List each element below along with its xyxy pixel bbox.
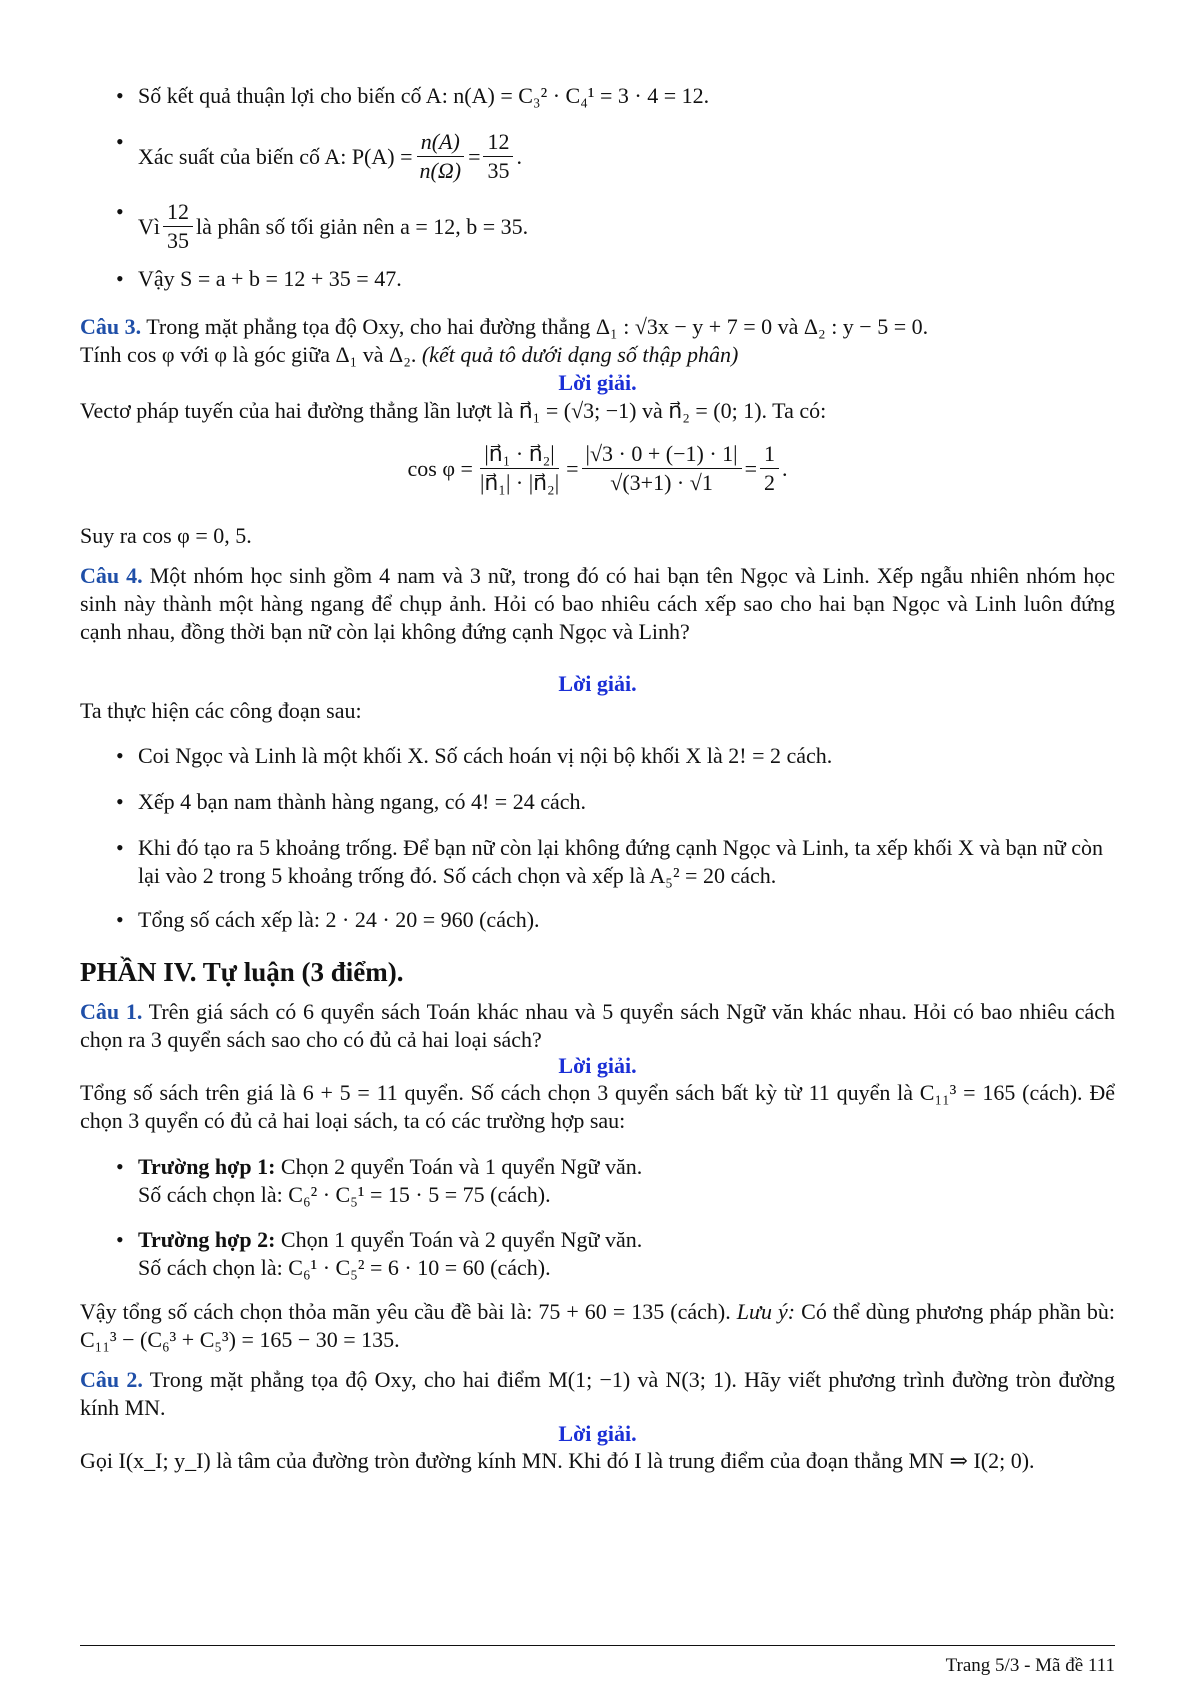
- fraction: $\frac{|√3 \cdot 0 + (-1) \cdot 1|}{√(3+1) \cdot √1}$: [582, 440, 742, 497]
- prob-prefix: • Xác suất của biến cố A: P(A) =: [138, 143, 413, 169]
- probability-bullets: [80, 82, 1115, 110]
- fraction: $\frac{12}{35}$: [483, 128, 513, 185]
- solution-heading: Lời giải.: [558, 1421, 637, 1446]
- fraction: $\frac{12}{35}$: [163, 198, 193, 255]
- solution-heading: Lời giải.: [558, 671, 637, 696]
- fraction: $\frac{n(A)}{n(\Omega)}$: [416, 128, 466, 185]
- question-label: Câu 1.: [80, 999, 143, 1024]
- question-3: Câu 3. Trong mặt phẳng tọa độ Oxy, cho hai đường thẳng Δ₁ : √3x − y + 7 = 0 và Δ₂ : y − 5 = 0. Tính cos φ với φ là góc giữa Δ₁ và Δ₂. (kết quả tô dưới dạng số thập phân) Lời giải. Vectơ pháp tuyến của hai đường thẳng lần lượt là n⃗₁ = (√3; −1) và n⃗₂ = (0; 1). Ta có:: [80, 313, 1115, 425]
- list-item: • Vì $\frac{12}{35}$ là phân số tối giản nên a = 12, b = 35.: [80, 198, 1115, 255]
- solution-heading: Lời giải.: [558, 1053, 637, 1078]
- document-page: • Số kết quả thuận lợi cho biến cố A: n(A) = C₃² · C₄¹ = 3 · 4 = 12. • Xác suất của biến cố A: P(A) = $\frac{n(A)}{n(\Omega)}$ = $\frac{12}{35}$ . • Vì $\frac{12}{35}$ là phân số tối giản nên a = 12, b = 35. • Vậy S = a + b = 12 + 35 = 47. Câu 3. Trong mặt phẳng tọa độ Oxy, cho hai đường thẳng Δ₁ : √3x − y + 7 = 0 và Δ₂ : y − 5 = 0. Tính cos φ với φ là góc giữa Δ₁ và Δ₂. (kết quả tô dưới dạng số thập phân) Lời giải. Vectơ pháp tuyến của hai đường thẳng lần lượt là n⃗₁ = (√3; −1) và n⃗₂ = (0; 1). Ta có: cos φ = $\frac{\text{|n⃗₁ · n⃗₂|}}{\text{|n⃗₁| · |n⃗₂|}}$ = $\frac{|√3 \cdot 0 + (-1) \cdot 1|}{√(3+1) \cdot √1}$ = $\frac{1}{2}$ . Suy ra cos φ = 0, 5. Câu 4. Một nhóm học sinh gồm 4 nam và 3 nữ, trong đó có hai bạn tên Ngọc và Linh. Xếp ngẫu nhiên nhóm học sinh này thành một hàng ngang để chụp ảnh. Hỏi có bao nhiêu cách xếp sao cho hai bạn Ngọc và Linh luôn đứng cạnh nhau, đồng thời bạn nữ còn lại không đứng cạnh Ngọc và Linh? Lời giải. Ta thực hiện các công đoạn sau: • Coi Ngọc và Linh là một khối X. Số cách hoán vị nội bộ khối X là 2! = 2 cách. • Xếp 4 bạn nam thành hàng ngang, có 4! = 24 cách. • Khi đó tạo ra 5 khoảng trống. Để bạn nữ còn lại không đứng cạnh Ngọc và Linh, ta xếp khối X và bạn nữ còn lại vào 2 trong 5 khoảng trống đó. Số cách chọn và xếp là A₅² = 20 cách. • Tổng số cách xếp là: 2 · 24 · 20 = 960 (cách). PHẦN IV. Tự luận (3 điểm). Câu 1. Trên giá sách có 6 quyển sách Toán khác nhau và 5 quyển sách Ngữ văn khác nhau. Hỏi có bao nhiêu cách chọn ra 3 quyển sách sao cho có đủ cả hai loại sách? Lời giải. Tổng số sách trên giá là 6 + 5 = 11 quyển. Số cách chọn 3 quyển sách bất kỳ từ 11 quyển là C₁₁³ = 165 (cách). Để chọn 3 quyển có đủ cả hai loại sách, ta có các trường hợp sau: • Trường hợp 1: Chọn 2 quyển Toán và 1 quyển Ngữ văn. Số cách chọn là: C₆² · C₅¹ = 15 · 5 = 75 (cách). • Trường hợp 2: Chọn 1 quyển Toán và 2 quyển Ngữ văn. Số cách chọn là: C₆¹ · C₅² = 6 · 10 = 60 (cách). Vậy tổng số cách chọn thỏa mãn yêu cầu đề bài là: 75 + 60 = 135 (cách). Lưu ý: Có thể dùng phương pháp phần bù: C₁₁³ − (C₆³ + C₅³) = 165 − 30 = 135. Câu 2. Trong mặt phẳng tọa độ Oxy, cho hai điểm M(1; −1) và N(3; 1). Hãy viết phương trình đường tròn đường kính MN. Lời giải. Gọi I(x_I; y_I) là tâm của đường tròn đường kính MN. Khi đó I là trung điểm của đoạn thẳng MN ⇒ I(2; 0). Trang 5/3 - Mã đề 111: [0, 0, 1190, 1683]
- part4-question-2: Câu 2. Trong mặt phẳng tọa độ Oxy, cho hai điểm M(1; −1) và N(3; 1). Hãy viết phương trình đường tròn đường kính MN.: [80, 1367, 1116, 1420]
- question-label: Câu 2.: [80, 1367, 143, 1392]
- list-item: • Tổng số cách xếp là: 2 · 24 · 20 = 960 (cách).: [80, 906, 1115, 934]
- question-4: Câu 4. Một nhóm học sinh gồm 4 nam và 3 nữ, trong đó có hai bạn tên Ngọc và Linh. Xếp ngẫu nhiên nhóm học sinh này thành một hàng ngang để chụp ảnh. Hỏi có bao nhiêu cách xếp sao cho hai bạn Ngọc và Linh luôn đứng cạnh nhau, đồng thời bạn nữ còn lại không đứng cạnh Ngọc và Linh?: [80, 563, 1116, 644]
- part4-question-1: Câu 1. Trên giá sách có 6 quyển sách Toán khác nhau và 5 quyển sách Ngữ văn khác nhau. Hỏi có bao nhiêu cách chọn ra 3 quyển sách sao cho có đủ cả hai loại sách?: [80, 999, 1115, 1052]
- footer-rule: [80, 1645, 1115, 1646]
- list-item: • Coi Ngọc và Linh là một khối X. Số cách hoán vị nội bộ khối X là 2! = 2 cách.: [80, 742, 1115, 770]
- list-item: • Xác suất của biến cố A: P(A) = $\frac{n(A)}{n(\Omega)}$ = $\frac{12}{35}$ .: [80, 128, 1115, 185]
- section-heading: PHẦN IV. Tự luận (3 điểm).: [80, 957, 404, 987]
- question-label: Câu 3.: [80, 314, 142, 339]
- list-item: • Xếp 4 bạn nam thành hàng ngang, có 4! = 24 cách.: [80, 788, 1115, 816]
- list-item: • Khi đó tạo ra 5 khoảng trống. Để bạn nữ còn lại không đứng cạnh Ngọc và Linh, ta xếp khối X và bạn nữ còn lại vào 2 trong 5 khoảng trống đó. Số cách chọn và xếp là A₅² = 20 cách.: [80, 834, 1115, 890]
- fraction: $\frac{\text{|n⃗₁ · n⃗₂|}}{\text{|n⃗₁| · |n⃗₂|}}$: [479, 441, 560, 495]
- conclusion: Suy ra cos φ = 0, 5.: [80, 523, 252, 548]
- cases-list: [80, 1153, 1115, 1209]
- list-item: • Trường hợp 1: Chọn 2 quyển Toán và 1 quyển Ngữ văn. Số cách chọn là: C₆² · C₅¹ = 15 · 5 = 75 (cách).: [80, 1153, 1115, 1209]
- list-item: • Vậy S = a + b = 12 + 35 = 47.: [80, 265, 1115, 293]
- cosine-formula: cos φ = $\frac{\text{|n⃗₁ · n⃗₂|}}{\text{|n⃗₁| · |n⃗₂|}}$ = $\frac{|√3 \cdot 0 + (-1) \cdot 1|}{√(3+1) \cdot √1}$ = $\frac{1}{2}$ .: [407, 441, 788, 495]
- list-item: • Số kết quả thuận lợi cho biến cố A: n(A) = C₃² · C₄¹ = 3 · 4 = 12.: [80, 82, 1115, 110]
- fraction: $\frac{1}{2}$: [760, 440, 779, 497]
- steps-list: [80, 742, 1115, 770]
- summary: Vậy tổng số cách chọn thỏa mãn yêu cầu đề bài là: 75 + 60 = 135 (cách). Lưu ý: Có thể dùng phương pháp phần bù: C₁₁³ − (C₆³ + C₅³) = 165 − 30 = 135.: [80, 1299, 1116, 1352]
- list-item: • Trường hợp 2: Chọn 1 quyển Toán và 2 quyển Ngữ văn. Số cách chọn là: C₆¹ · C₅² = 6 · 10 = 60 (cách).: [80, 1226, 1115, 1282]
- question-label: Câu 4.: [80, 563, 143, 588]
- solution-heading: Lời giải.: [558, 370, 637, 395]
- page-footer: Trang 5/3 - Mã đề 111: [945, 1655, 1115, 1676]
